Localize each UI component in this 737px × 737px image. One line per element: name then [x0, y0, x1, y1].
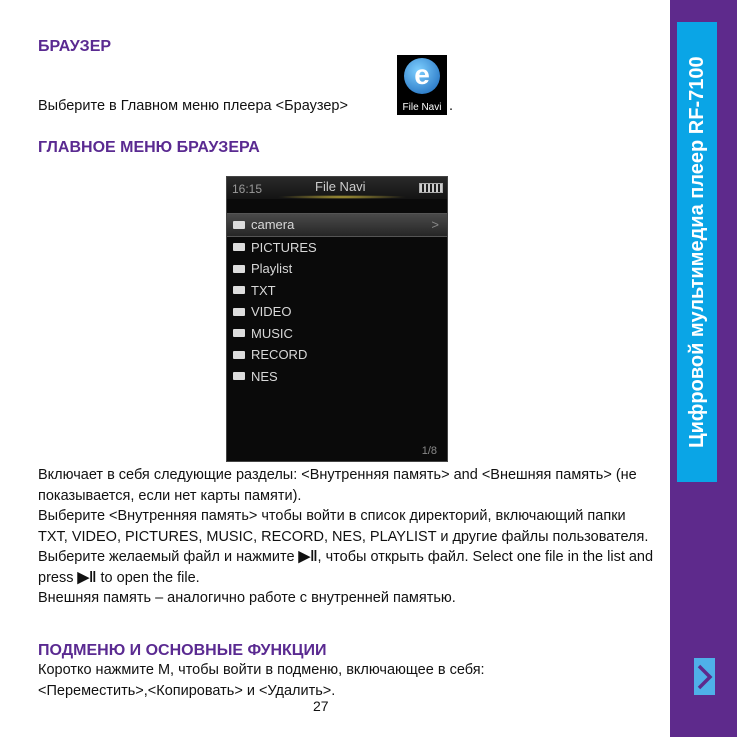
- next-page-button[interactable]: [694, 658, 715, 695]
- text: to open the file.: [96, 569, 200, 586]
- heading-submenu: ПОДМЕНЮ И ОСНОВНЫЕ ФУНКЦИИ: [38, 642, 327, 659]
- paragraph: Включает в себя следующие разделы: <Внутренняя память> and <Внешняя память> (не показывается, если нет карты памяти).: [38, 467, 637, 504]
- item-label: VIDEO: [251, 304, 292, 320]
- folder-icon: [233, 372, 245, 380]
- item-label: Playlist: [251, 261, 293, 277]
- play-pause-icon: ▶‖: [77, 568, 97, 586]
- item-label: MUSIC: [251, 325, 293, 341]
- paragraph: Коротко нажмите М, чтобы войти в подменю, включающее в себя:: [38, 662, 485, 678]
- status-bar: [227, 177, 447, 199]
- folder-icon: [233, 351, 245, 359]
- folder-icon: [233, 308, 245, 316]
- paragraph: Выберите <Внутренняя память> чтобы войти в список директорий, включающий папки TXT, VIDEO, PICTURES, MUSIC, RECORD, NES, PLAYLIST и другие файлы пользователя.: [38, 508, 649, 545]
- file-list-item[interactable]: [227, 258, 447, 280]
- sidebar: [670, 0, 737, 737]
- file-list: [227, 213, 447, 387]
- device-screenshot: [226, 176, 448, 462]
- play-pause-icon: ▶‖: [298, 548, 318, 565]
- folder-icon: [233, 243, 245, 251]
- paragraph: <Переместить>,<Копировать> и <Удалить>.: [38, 682, 336, 699]
- file-list-item[interactable]: [227, 301, 447, 323]
- chevron-right-icon: >: [431, 217, 439, 233]
- item-label: camera: [251, 217, 295, 233]
- paragraph: [38, 547, 658, 588]
- file-list-item[interactable]: [227, 213, 447, 237]
- page-number: 27: [313, 698, 329, 714]
- body-text: [38, 465, 658, 609]
- paragraph: Внешняя память – аналогично работе с внутренней памятью.: [38, 590, 456, 606]
- battery-icon: [419, 183, 443, 193]
- folder-icon: [233, 329, 245, 337]
- submenu-text: [38, 660, 658, 701]
- item-label: RECORD: [251, 347, 308, 363]
- item-label: PICTURES: [251, 239, 317, 255]
- folder-icon: [233, 286, 245, 294]
- chevron-right-icon: [694, 658, 715, 695]
- file-list-item[interactable]: [227, 366, 447, 388]
- sidebar-title: Цифровой мультимедиа плеер RF-7100: [686, 56, 708, 448]
- heading-browser: БРАУЗЕР: [38, 38, 112, 55]
- clock: 16:15: [232, 182, 263, 196]
- page-indicator: 1/8: [421, 445, 437, 457]
- folder-icon: [233, 265, 245, 273]
- folder-icon: [233, 221, 245, 229]
- text: , чтобы открыть файл. Select one file in the list and press: [38, 549, 654, 586]
- browser-intro: Выберите в Главном меню плеера <Браузер>: [38, 98, 348, 114]
- item-label: NES: [251, 368, 278, 384]
- file-list-item[interactable]: [227, 323, 447, 345]
- text: Выберите желаемый файл и нажмите: [38, 549, 299, 565]
- item-label: TXT: [251, 282, 276, 298]
- heading-main-menu: ГЛАВНОЕ МЕНЮ БРАУЗЕРА: [38, 139, 260, 156]
- screen-title: File Navi: [315, 179, 366, 194]
- file-list-item[interactable]: [227, 344, 447, 366]
- file-navi-icon: e File Navi: [397, 55, 447, 115]
- file-list-item[interactable]: [227, 237, 447, 259]
- file-list-item[interactable]: [227, 280, 447, 302]
- period: .: [449, 98, 454, 114]
